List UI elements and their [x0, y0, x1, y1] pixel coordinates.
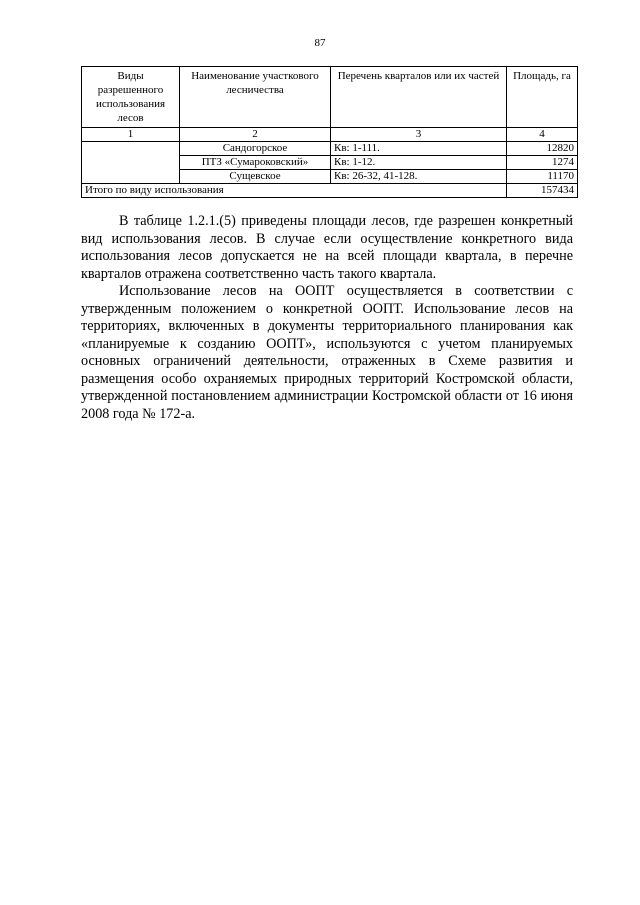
column-number: 2: [180, 128, 331, 142]
total-value: 157434: [507, 184, 578, 198]
paragraph: Использование лесов на ООПТ осуществляется в соответствии с утвержденным положением о конкретной ООПТ. Использование лесов на территориях, включенных в документы территориального планирования как «планируемые к созданию ООПТ», используются с учетом планируемых основных ограничений деятельности, отраженных в Схеме развития и размещения особо охраняемых природных территорий Костромской области, утвержденной постановлением администрации Костромской области от 16 июня 2008 года № 172-а.: [81, 283, 573, 422]
table-column-numbers-row: [82, 128, 578, 142]
quarters-cell: Кв: 1-12.: [331, 156, 507, 170]
column-number: 4: [507, 128, 578, 142]
header-forestry-name: Наименование участкового лесничества: [180, 67, 331, 128]
forest-use-table: [81, 66, 578, 198]
column-number: 3: [331, 128, 507, 142]
header-area: Площадь, га: [507, 67, 578, 128]
column-number: 1: [82, 128, 180, 142]
forestry-cell: Сандогорское: [180, 142, 331, 156]
table-total-row: [82, 184, 578, 198]
area-cell: 11170: [507, 170, 578, 184]
paragraph: В таблице 1.2.1.(5) приведены площади лесов, где разрешен конкретный вид использования лесов. В случае если осуществление конкретного вида использования лесов допускается не на всей площади квартала, в перечне кварталов отражена соответственно часть такого квартала.: [81, 213, 573, 282]
body-text: [81, 213, 573, 423]
header-use-type: Виды разрешенного использования лесов: [82, 67, 180, 128]
table-row: [82, 142, 578, 156]
use-type-cell: [82, 142, 180, 184]
area-cell: 12820: [507, 142, 578, 156]
quarters-cell: Кв: 26-32, 41-128.: [331, 170, 507, 184]
total-label: Итого по виду использования: [82, 184, 507, 198]
forestry-cell: ПТЗ «Сумароковский»: [180, 156, 331, 170]
quarters-cell: Кв: 1-111.: [331, 142, 507, 156]
page-number: 87: [314, 37, 326, 49]
area-cell: 1274: [507, 156, 578, 170]
forestry-cell: Сущевское: [180, 170, 331, 184]
header-quarters-list: Перечень кварталов или их частей: [331, 67, 507, 128]
table-header-row: [82, 67, 578, 128]
